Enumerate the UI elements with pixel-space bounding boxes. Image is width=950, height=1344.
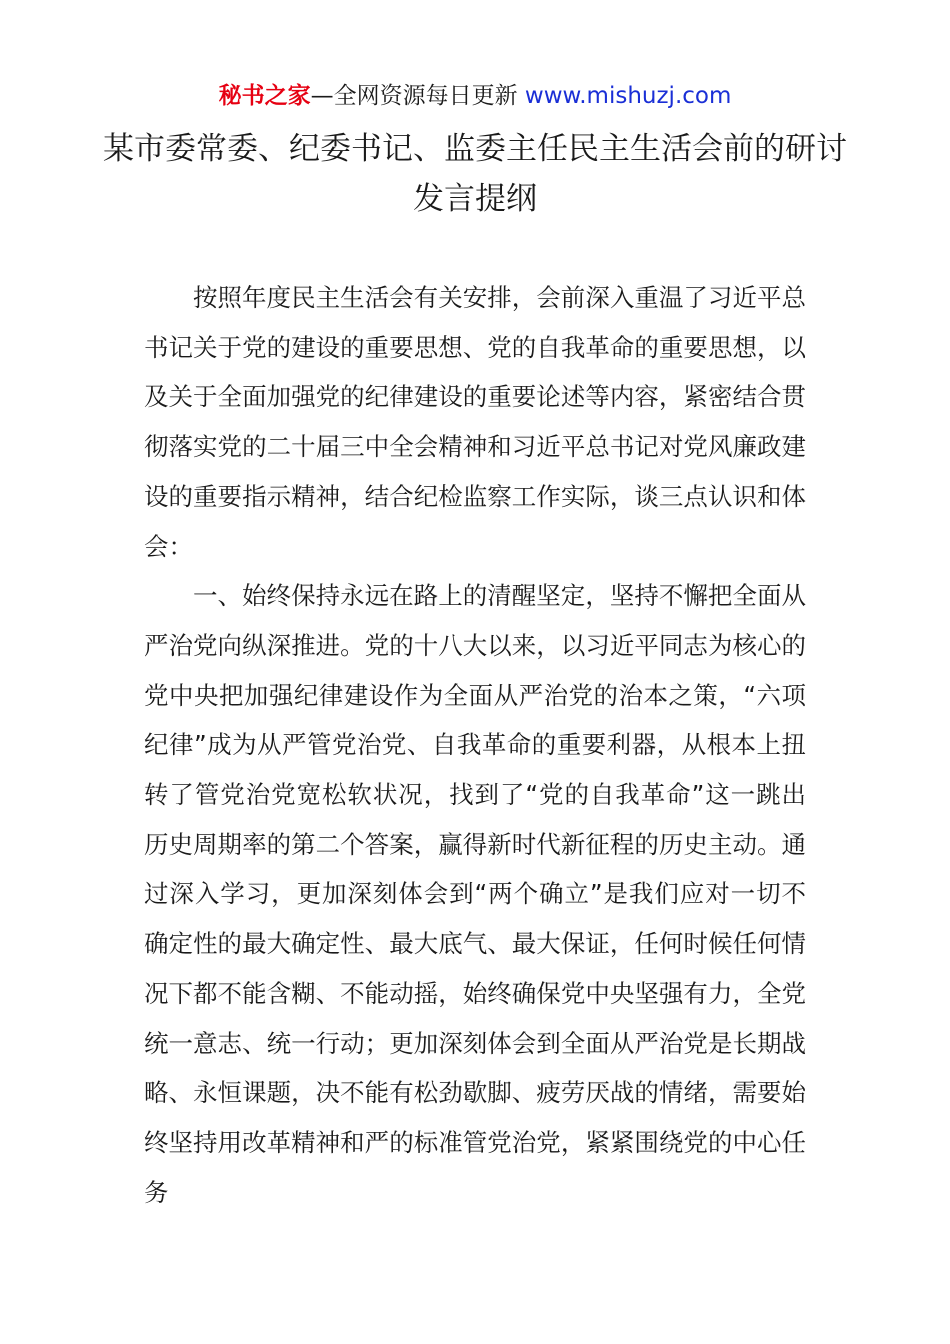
site-header — [0, 80, 950, 112]
site-url-link[interactable]: www.mishuzj.com — [524, 83, 732, 109]
paragraph-intro: 按照年度民主生活会有关安排，会前深入重温了习近平总书记关于党的建设的重要思想、党的自我革命的重要思想，以及关于全面加强党的纪律建设的重要论述等内容，紧密结合贯彻落实党的二十届三中全会精神和习近平总书记对党风廉政建设的重要指示精神，结合纪检监察工作实际，谈三点认识和体会： — [144, 283, 806, 561]
brand-name: 秘书之家 — [218, 83, 311, 109]
header-tagline: —全网资源每日更新 — [310, 83, 518, 109]
paragraph-section-one: 一、始终保持永远在路上的清醒坚定，坚持不懈把全面从严治党向纵深推进。党的十八大以来，以习近平同志为核心的党中央把加强纪律建设作为全面从严治党的治本之策，“六项纪律”成为从严管党治党、自我革命的重要利器，从根本上扭转了管党治党宽松软状况，找到了“党的自我革命”这一跳出历史周期率的第二个答案，赢得新时代新征程的历史主动。通过深入学习，更加深刻体会到“两个确立”是我们应对一切不确定性的最大确定性、最大底气、最大保证，任何时候任何情况下都不能含糊、不能动摇，始终确保党中央坚强有力，全党统一意志、统一行动；更加深刻体会到全面从严治党是长期战略、永恒课题，决不能有松劲歇脚、疲劳厌战的情绪，需要始终坚持用改革精神和严的标准管党治党，紧紧围绕党的中心任务 — [144, 581, 806, 1207]
document-body — [144, 273, 806, 1217]
document-title: 某市委常委、纪委书记、监委主任民主生活会前的研讨发言提纲 — [103, 131, 847, 217]
